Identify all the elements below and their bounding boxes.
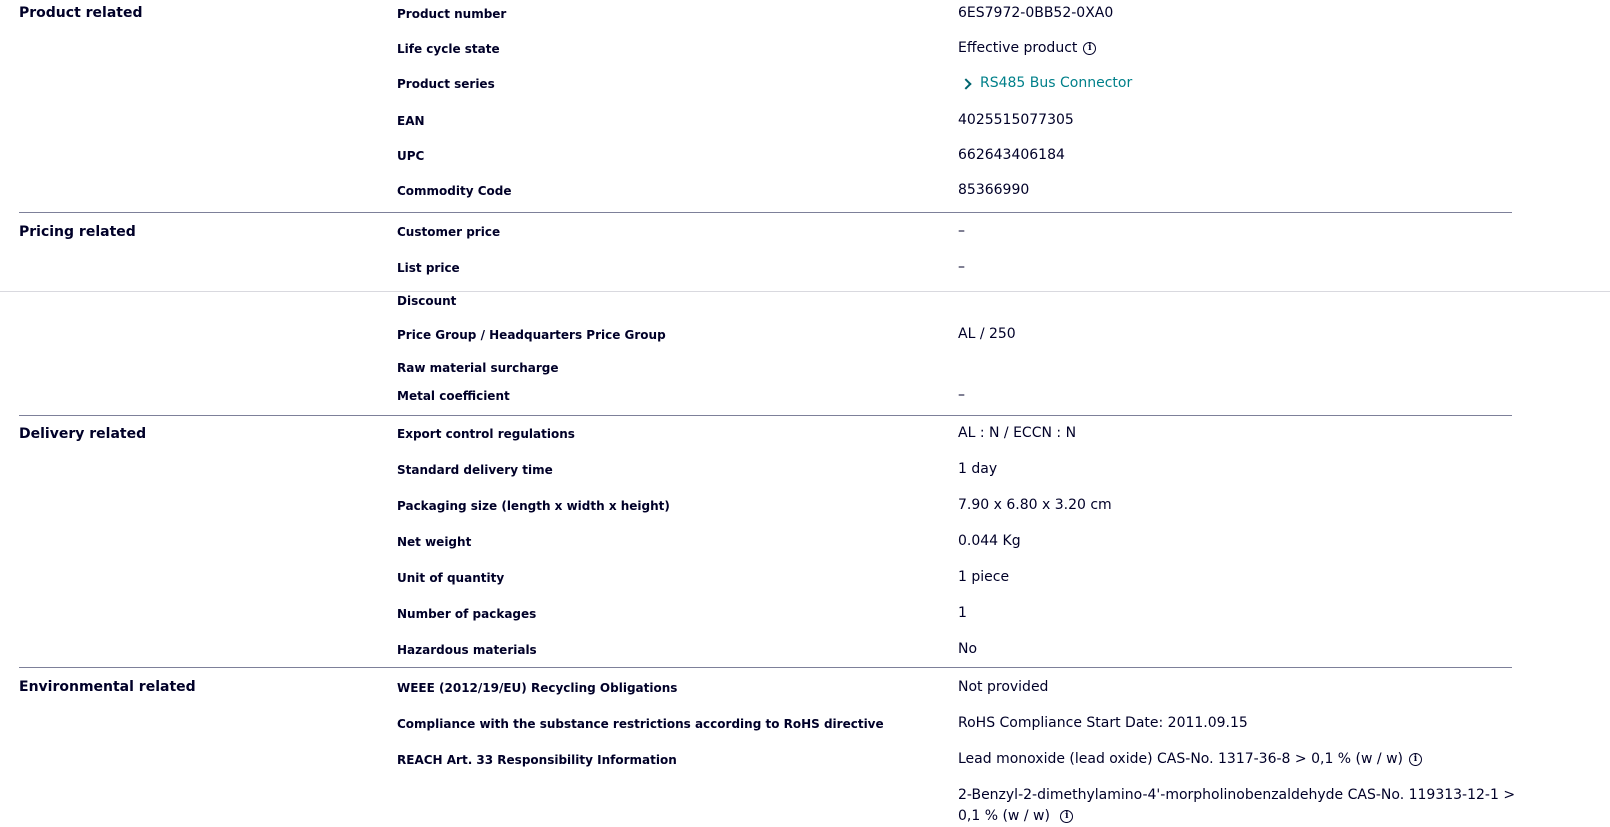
- product-series-link-text[interactable]: RS485 Bus Connector: [980, 75, 1133, 91]
- value-reach-lead-monoxide: [958, 749, 1422, 770]
- reach-benzyl-text: 2-Benzyl-2-dimethylamino-4'-morpholinobenzaldehyde CAS-No. 119313-12-1 > 0,1 % (w / w): [958, 787, 1516, 824]
- label-raw-material-surcharge: Raw material surcharge: [397, 361, 559, 375]
- life-cycle-state-text: Effective product: [958, 40, 1078, 56]
- value-customer-price: –: [958, 223, 965, 239]
- product-series-link[interactable]: [958, 73, 1132, 94]
- value-packaging-size: 7.90 x 6.80 x 3.20 cm: [958, 497, 1112, 513]
- label-ean: EAN: [397, 114, 425, 128]
- page-divider: [0, 291, 1610, 292]
- value-unit-of-quantity: 1 piece: [958, 569, 1010, 585]
- value-net-weight: 0.044 Kg: [958, 533, 1021, 549]
- section-title-pricing: Pricing related: [19, 224, 136, 240]
- section-divider: [19, 667, 1512, 668]
- label-standard-delivery-time: Standard delivery time: [397, 463, 553, 477]
- label-product-series: Product series: [397, 77, 495, 91]
- label-product-number: Product number: [397, 7, 507, 21]
- value-upc: 662643406184: [958, 147, 1065, 163]
- label-net-weight: Net weight: [397, 535, 472, 549]
- value-standard-delivery-time: 1 day: [958, 461, 998, 477]
- value-metal-coefficient: –: [958, 387, 965, 403]
- value-price-group: AL / 250: [958, 326, 1016, 342]
- label-number-of-packages: Number of packages: [397, 607, 537, 621]
- value-number-of-packages: 1: [958, 605, 967, 621]
- label-commodity-code: Commodity Code: [397, 184, 512, 198]
- info-icon[interactable]: i: [1083, 42, 1096, 55]
- label-rohs: Compliance with the substance restrictions according to RoHS directive: [397, 717, 884, 731]
- value-rohs: RoHS Compliance Start Date: 2011.09.15: [958, 715, 1248, 731]
- label-upc: UPC: [397, 149, 425, 163]
- info-icon[interactable]: i: [1409, 753, 1422, 766]
- reach-lead-monoxide-text: Lead monoxide (lead oxide) CAS-No. 1317-36-8 > 0,1 % (w / w): [958, 751, 1403, 767]
- value-commodity-code: 85366990: [958, 182, 1030, 198]
- section-title-delivery: Delivery related: [19, 426, 147, 442]
- label-customer-price: Customer price: [397, 225, 501, 239]
- section-title-environmental: Environmental related: [19, 679, 196, 695]
- section-divider: [19, 212, 1512, 213]
- label-packaging-size: Packaging size (length x width x height): [397, 499, 670, 513]
- chevron-right-icon: [960, 78, 971, 89]
- value-product-number: 6ES7972-0BB52-0XA0: [958, 5, 1114, 21]
- label-unit-of-quantity: Unit of quantity: [397, 571, 505, 585]
- label-life-cycle-state: Life cycle state: [397, 42, 500, 56]
- section-title-product: Product related: [19, 5, 143, 21]
- label-price-group: Price Group / Headquarters Price Group: [397, 328, 666, 342]
- label-weee: WEEE (2012/19/EU) Recycling Obligations: [397, 681, 678, 695]
- label-list-price: List price: [397, 261, 460, 275]
- label-export-control: Export control regulations: [397, 427, 575, 441]
- value-reach-benzyl: [958, 785, 1518, 827]
- label-metal-coefficient: Metal coefficient: [397, 389, 510, 403]
- value-list-price: –: [958, 259, 965, 275]
- value-life-cycle-state: [958, 38, 1096, 59]
- label-reach: REACH Art. 33 Responsibility Information: [397, 753, 677, 767]
- value-export-control: AL : N / ECCN : N: [958, 425, 1077, 441]
- info-icon[interactable]: i: [1060, 810, 1073, 823]
- value-ean: 4025515077305: [958, 112, 1074, 128]
- label-discount: Discount: [397, 294, 457, 308]
- value-hazardous-materials: No: [958, 641, 978, 657]
- value-weee: Not provided: [958, 679, 1049, 695]
- section-divider: [19, 415, 1512, 416]
- label-hazardous-materials: Hazardous materials: [397, 643, 537, 657]
